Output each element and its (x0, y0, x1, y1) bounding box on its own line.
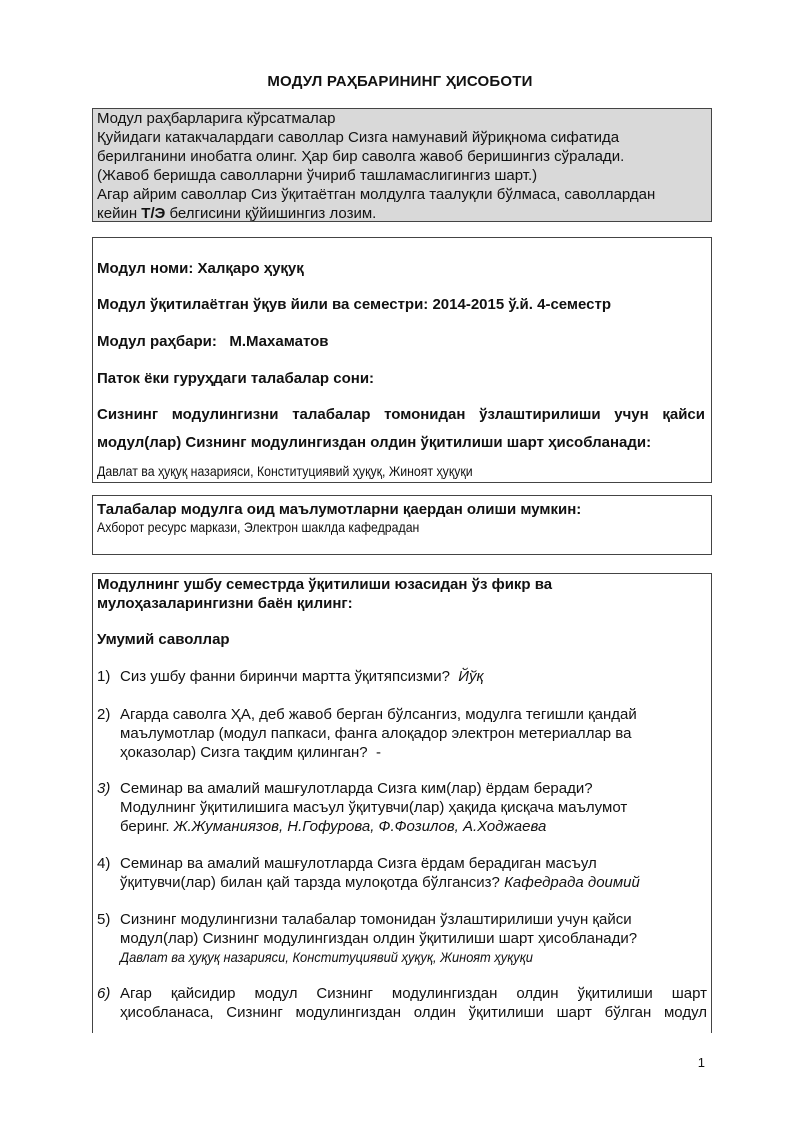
question-text: Семинар ва амалий машғулотларда Сизга ёрдам берадиган масъул (120, 855, 597, 872)
instructions-text: кейин (97, 205, 142, 222)
prerequisite-answer: Давлат ва ҳуқуқ назарияси, Конституциявий ҳуқуқ, Жиноят ҳуқуқи (97, 463, 473, 479)
question-item (97, 779, 707, 836)
question-text: ўқитувчи(лар) билан қай тарзда мулоқотда бўлгансиз? (120, 874, 500, 891)
question-number: 5) (97, 911, 111, 928)
question-item (97, 854, 707, 892)
instructions-line: (Жавоб беришда саволларни ўчириб ташламаслигингиз шарт.) (97, 167, 538, 184)
instructions-box (92, 108, 712, 222)
instructions-line: Қуйидаги катакчалардаги саволлар Сизга намунавий йўриқнома сифатида (97, 129, 620, 146)
instructions-line: Агар айрим саволлар Сиз ўқитаётган молдулга таалуқли бўлмаса, саволлардан (97, 186, 656, 203)
question-item (97, 667, 707, 686)
question-text: Сизнинг модулингизни талабалар томонидан ўзлаштирилиши учун қайси (120, 911, 632, 928)
module-info-box (92, 237, 712, 483)
module-leader: Модул раҳбари: М.Махаматов (97, 333, 329, 350)
question-text: беринг. (120, 818, 174, 835)
feedback-heading: мулоҳазаларингизни баён қилинг: (97, 595, 353, 612)
sources-box (92, 495, 712, 555)
question-text: Модулнинг ўқитилишига масъул ўқитувчи(лар) ҳақида қисқача маълумот (120, 799, 628, 816)
question-item (97, 705, 707, 762)
prerequisite-question: Сизнинг модулингизни талабалар томонидан ўзлаштирилиши учун қайси (97, 406, 705, 423)
question-item (97, 984, 707, 1022)
question-text: Агар қайсидир модул Сизнинг модулингиздан олдин ўқитилиши шарт (120, 985, 707, 1002)
instructions-line (97, 204, 707, 223)
question-number: 1) (97, 668, 111, 685)
sources-question: Талабалар модулга оид маълумотларни қаердан олиши мумкин: (97, 501, 582, 518)
question-number: 4) (97, 855, 111, 872)
module-year-semester: Модул ўқитилаётган ўқув йили ва семестри: 2014-2015 ў.й. 4-семестр (97, 296, 612, 313)
instructions-heading: Модул раҳбарларига кўрсатмалар (97, 110, 336, 127)
page-title: МОДУЛ РАҲБАРИНИНГ ҲИСОБОТИ (267, 73, 533, 90)
question-text: маълумотлар (модул папкаси, фанга алоқадор электрон метериаллар ва (120, 725, 632, 742)
not-applicable-mark: Т/Э (141, 205, 166, 222)
module-name: Модул номи: Халқаро ҳуқуқ (97, 260, 304, 277)
question-text: ҳоказолар) Сизга тақдим қилинган? - (120, 744, 381, 761)
feedback-box (92, 573, 712, 1033)
instructions-text: белгисини қўйишингиз лозим. (165, 205, 377, 222)
feedback-heading: Модулнинг ушбу семестрда ўқитилиши юзасидан ўз фикр ва (97, 576, 553, 593)
question-text: Сиз ушбу фанни биринчи мартта ўқитяпсизми? (120, 668, 450, 685)
instructions-line: берилганини инобатга олинг. Ҳар бир саволга жавоб беришингиз сўралади. (97, 148, 625, 165)
question-text: Агарда саволга ҲА, деб жавоб берган бўлсангиз, модулга тегишли қандай (120, 706, 637, 723)
question-answer: Кафедрада доимий (504, 874, 640, 891)
question-answer: Йўқ (458, 668, 484, 685)
question-text: модул(лар) Сизнинг модулингиздан олдин ўқитилиши шарт ҳисобланади? (120, 930, 638, 947)
page-number: 1 (697, 1055, 705, 1070)
question-answer: Давлат ва ҳуқуқ назарияси, Конституциявий ҳуқуқ, Жиноят ҳуқуқи (120, 949, 533, 965)
question-number: 6) (97, 985, 111, 1002)
question-number: 3) (97, 780, 111, 797)
sources-answer: Ахборот ресурс маркази, Электрон шаклда кафедрадан (97, 519, 420, 535)
question-text: Семинар ва амалий машғулотларда Сизга ким(лар) ёрдам беради? (120, 780, 593, 797)
question-text: ҳисобланаса, Сизнинг модулингиздан олдин ўқитилиши шарт бўлган модул (120, 1004, 707, 1021)
general-questions-heading: Умумий саволлар (97, 631, 230, 648)
question-number: 2) (97, 706, 111, 723)
students-count: Паток ёки гуруҳдаги талабалар сони: (97, 370, 375, 387)
question-item (97, 910, 707, 967)
prerequisite-question: модул(лар) Сизнинг модулингиздан олдин ўқитилиши шарт ҳисобланади: (97, 434, 652, 451)
question-answer: Ж.Жуманиязов, Н.Гофурова, Ф.Фозилов, А.Ходжаева (173, 818, 547, 835)
